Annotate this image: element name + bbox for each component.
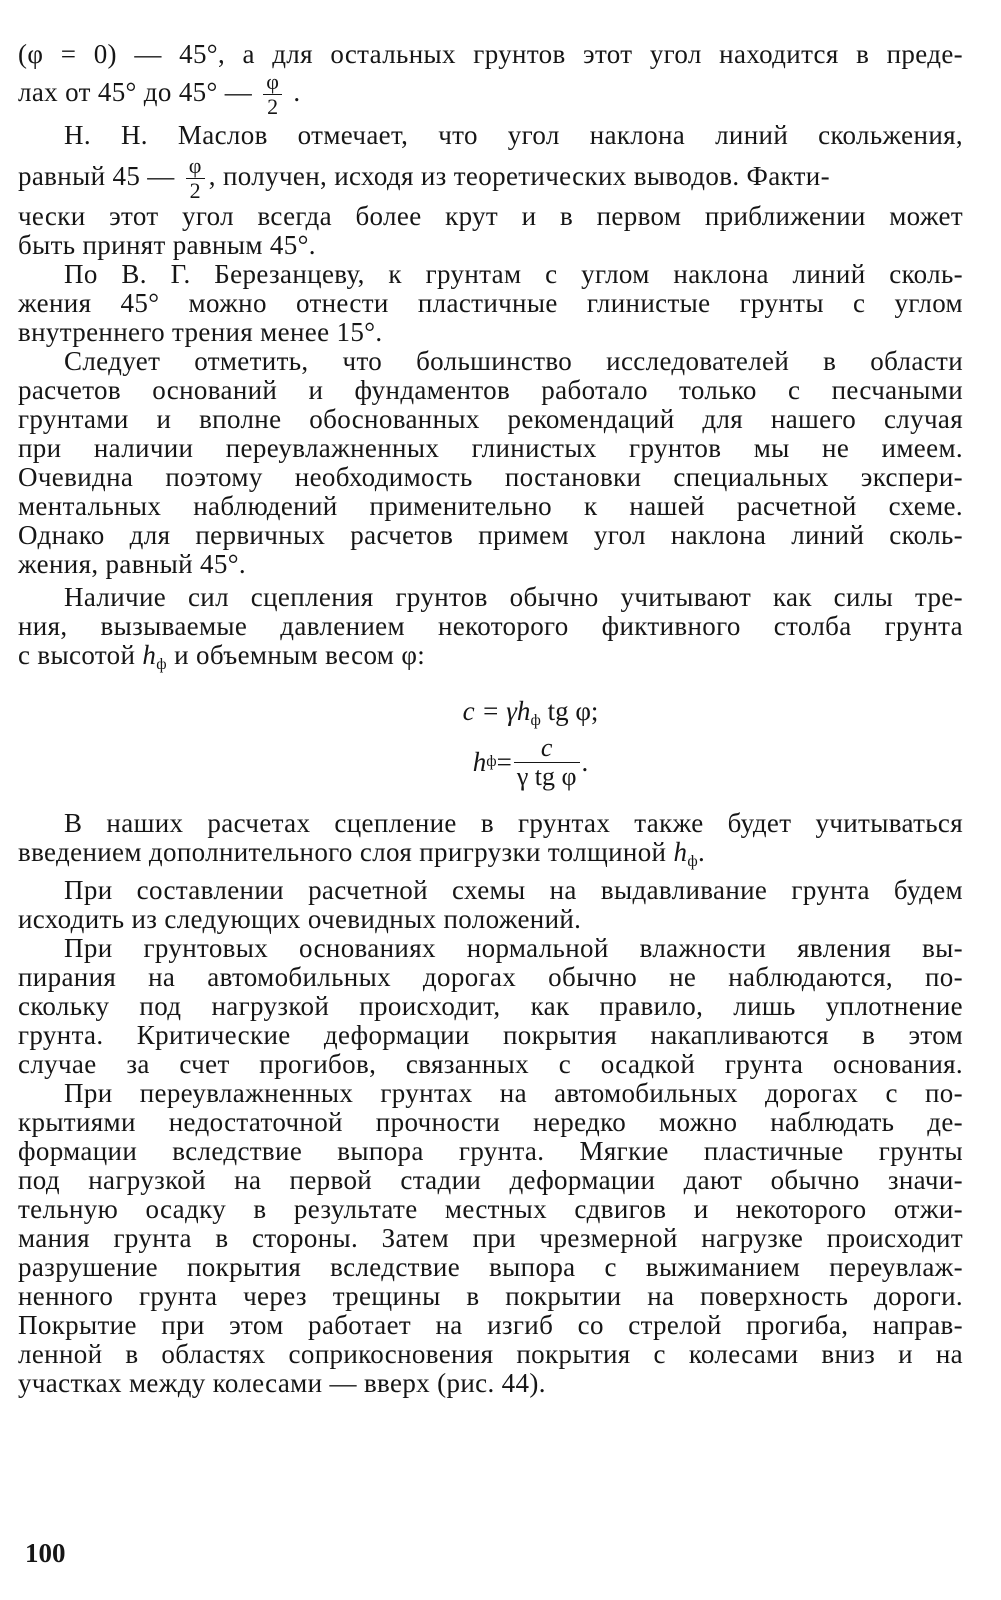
text-line: при наличии переувлажненных глинистых грунтов мы не имеем. — [18, 433, 963, 463]
text-line: мания грунта в стороны. Затем при чрезмерной нагрузке происходит — [18, 1223, 963, 1253]
text-line: участках между колесами — вверх (рис. 44). — [18, 1368, 546, 1398]
fraction-denominator: γ tg φ — [516, 761, 577, 791]
text-fragment: лах от 45° до 45° — — [18, 77, 253, 107]
fraction — [514, 732, 580, 791]
text-fragment: и объемным весом φ: — [174, 640, 426, 670]
fraction-numerator: φ — [263, 71, 282, 95]
equals-sign: = — [496, 746, 512, 777]
period: . — [581, 746, 589, 777]
text-fragment: , получен, исходя из теоретических выводов. Факти- — [208, 161, 830, 191]
paragraph-1 — [18, 39, 963, 120]
fraction-numerator: φ — [186, 155, 205, 179]
paragraph-2 — [18, 121, 963, 260]
text-line: расчетов оснований и фундаментов работало только с песчаными — [18, 375, 963, 405]
text-line: жения, равный 45°. — [18, 549, 246, 579]
text-line: Следует отметить, что большинство исследователей в области — [64, 346, 963, 376]
text-line: При грунтовых основаниях нормальной влажности явления вы- — [64, 933, 963, 963]
text-line — [18, 641, 963, 679]
text-line: под нагрузкой на первой стадии деформации дают обычно значи- — [18, 1165, 963, 1195]
text-line: жения 45° можно отнести пластичные глинистые грунты с углом — [18, 288, 963, 318]
formula-rhs: tg φ; — [540, 696, 599, 726]
formula-cohesion — [98, 691, 963, 731]
paragraph-7 — [18, 876, 963, 934]
text-line: тельную осадку в результате местных сдвигов и некоторого отжи- — [18, 1194, 963, 1224]
fraction-denominator: 2 — [267, 94, 279, 120]
text-line: случае за счет прогибов, связанных с осадкой грунта основания. — [18, 1049, 963, 1079]
subscript: ф — [687, 853, 699, 870]
text-line: грунта. Критические деформации покрытия накапливаются в этом — [18, 1020, 963, 1050]
text-line: (φ = 0) — 45°, а для остальных грунтов этот угол находится в преде- — [18, 39, 963, 69]
text-fragment: с высотой — [18, 640, 136, 670]
text-fragment: . — [293, 77, 301, 107]
formula-lhs: c = γh — [462, 696, 531, 726]
text-line: чески этот угол всегда более крут и в первом приближении может — [18, 201, 963, 231]
subscript: ф — [156, 656, 167, 673]
text-line: При переувлажненных грунтах на автомобильных дорогах с по- — [64, 1078, 963, 1108]
text-line: быть принят равным 45°. — [18, 230, 316, 260]
subscript: ф — [530, 712, 541, 729]
text-line: разрушение покрытия вследствие выпора с выжиманием переувлаж- — [18, 1252, 963, 1282]
text-line: При составлении расчетной схемы на выдавливание грунта будем — [64, 875, 963, 905]
fraction-phi-over-2 — [186, 155, 205, 202]
text-line: Однако для первичных расчетов примем угол наклона линий сколь- — [18, 520, 963, 550]
text-line: Наличие сил сцепления грунтов обычно учитывают как силы тре- — [64, 582, 963, 612]
paragraph-5 — [18, 583, 963, 679]
text-fragment: . — [698, 837, 706, 867]
text-fragment: равный 45 — — [18, 161, 175, 191]
fraction-phi-over-2 — [263, 71, 282, 118]
formula-fictitious-height — [98, 731, 963, 793]
page-body — [18, 40, 963, 1398]
paragraph-8 — [18, 934, 963, 1079]
text-line: крытиями недостаточной прочности нередко можно наблюдать де- — [18, 1107, 963, 1137]
text-line: ненного грунта через трещины в покрытии на поверхность дороги. — [18, 1281, 963, 1311]
variable-h: h — [142, 640, 157, 670]
subscript: ф — [486, 753, 497, 770]
text-line: грунтами и вполне обоснованных рекомендаций для нашего случая — [18, 404, 963, 434]
variable-h: h — [673, 837, 688, 867]
text-line — [18, 150, 963, 202]
text-line: В наших расчетах сцепление в грунтах также будет учитываться — [64, 808, 963, 838]
text-line: Н. Н. Маслов отмечает, что угол наклона линий скольжения, — [64, 120, 963, 150]
formula-lhs: h — [472, 746, 487, 777]
text-line: внутреннего трения менее 15°. — [18, 317, 383, 347]
fraction-denominator: 2 — [189, 178, 201, 204]
page-number: 100 — [25, 1538, 66, 1568]
text-fragment: введением дополнительного слоя пригрузки толщиной — [18, 837, 667, 867]
paragraph-9 — [18, 1079, 963, 1398]
paragraph-4 — [18, 347, 963, 579]
text-line: формации вследствие выпора грунта. Мягкие пластичные грунты — [18, 1136, 963, 1166]
fraction-numerator: c — [514, 735, 580, 763]
text-line: ния, вызываемые давлением некоторого фиктивного столба грунта — [18, 611, 963, 641]
text-line: Покрытие при этом работает на изгиб со стрелой прогиба, направ- — [18, 1310, 963, 1340]
paragraph-6 — [18, 809, 963, 876]
text-line: ленной в областях соприкосновения покрытия с колесами вниз и на — [18, 1339, 963, 1369]
text-line: исходить из следующих очевидных положений. — [18, 904, 582, 934]
text-line — [18, 69, 963, 120]
paragraph-3 — [18, 260, 963, 347]
text-line: ментальных наблюдений применительно к нашей расчетной схеме. — [18, 491, 963, 521]
text-line: Очевидна поэтому необходимость постановки специальных экспери- — [18, 462, 963, 492]
text-line: По В. Г. Березанцеву, к грунтам с углом наклона линий сколь- — [64, 259, 963, 289]
text-line: скольку под нагрузкой происходит, как правило, лишь уплотнение — [18, 991, 963, 1021]
text-line: пирания на автомобильных дорогах обычно не наблюдаются, по- — [18, 962, 963, 992]
text-line — [18, 838, 963, 876]
formula-block — [18, 691, 963, 793]
